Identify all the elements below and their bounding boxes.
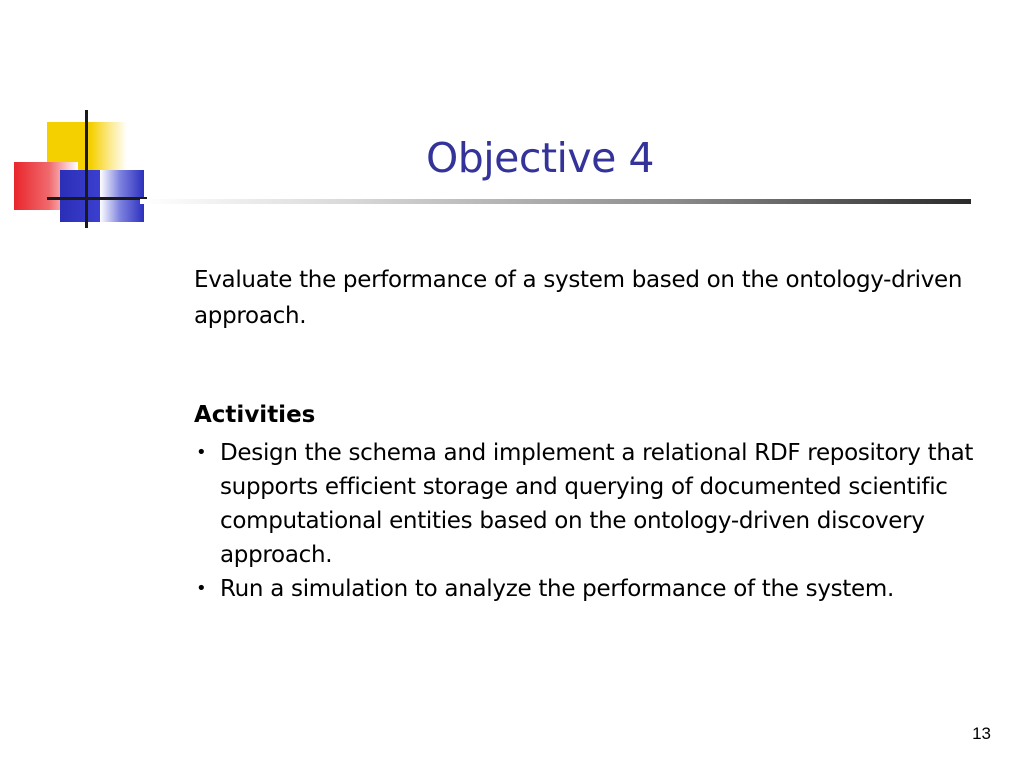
list-item (194, 572, 994, 606)
list-item-text: Run a simulation to analyze the performance of the system. (220, 576, 894, 602)
slide-title: Objective 4 (425, 134, 655, 182)
intro-paragraph: Evaluate the performance of a system based on the ontology-driven approach. (194, 267, 963, 329)
vertical-divider-line (85, 110, 88, 228)
blue-square-right (100, 170, 144, 222)
title-underline-rule (140, 199, 971, 204)
decorative-squares-graphic (0, 0, 160, 240)
activities-list (194, 436, 994, 606)
list-item (194, 436, 994, 572)
list-item-text: Design the schema and implement a relational RDF repository that supports efficient storage and querying of documented scientific computational entities based on the ontology-driven discovery approach. (220, 440, 974, 568)
bullet-icon: • (196, 578, 207, 599)
bullet-icon: • (196, 442, 207, 463)
horizontal-divider-line (47, 197, 147, 200)
page-number: 13 (972, 724, 991, 743)
slide-content (194, 262, 994, 606)
blue-square-left (60, 170, 100, 222)
activities-heading: Activities (194, 402, 316, 428)
